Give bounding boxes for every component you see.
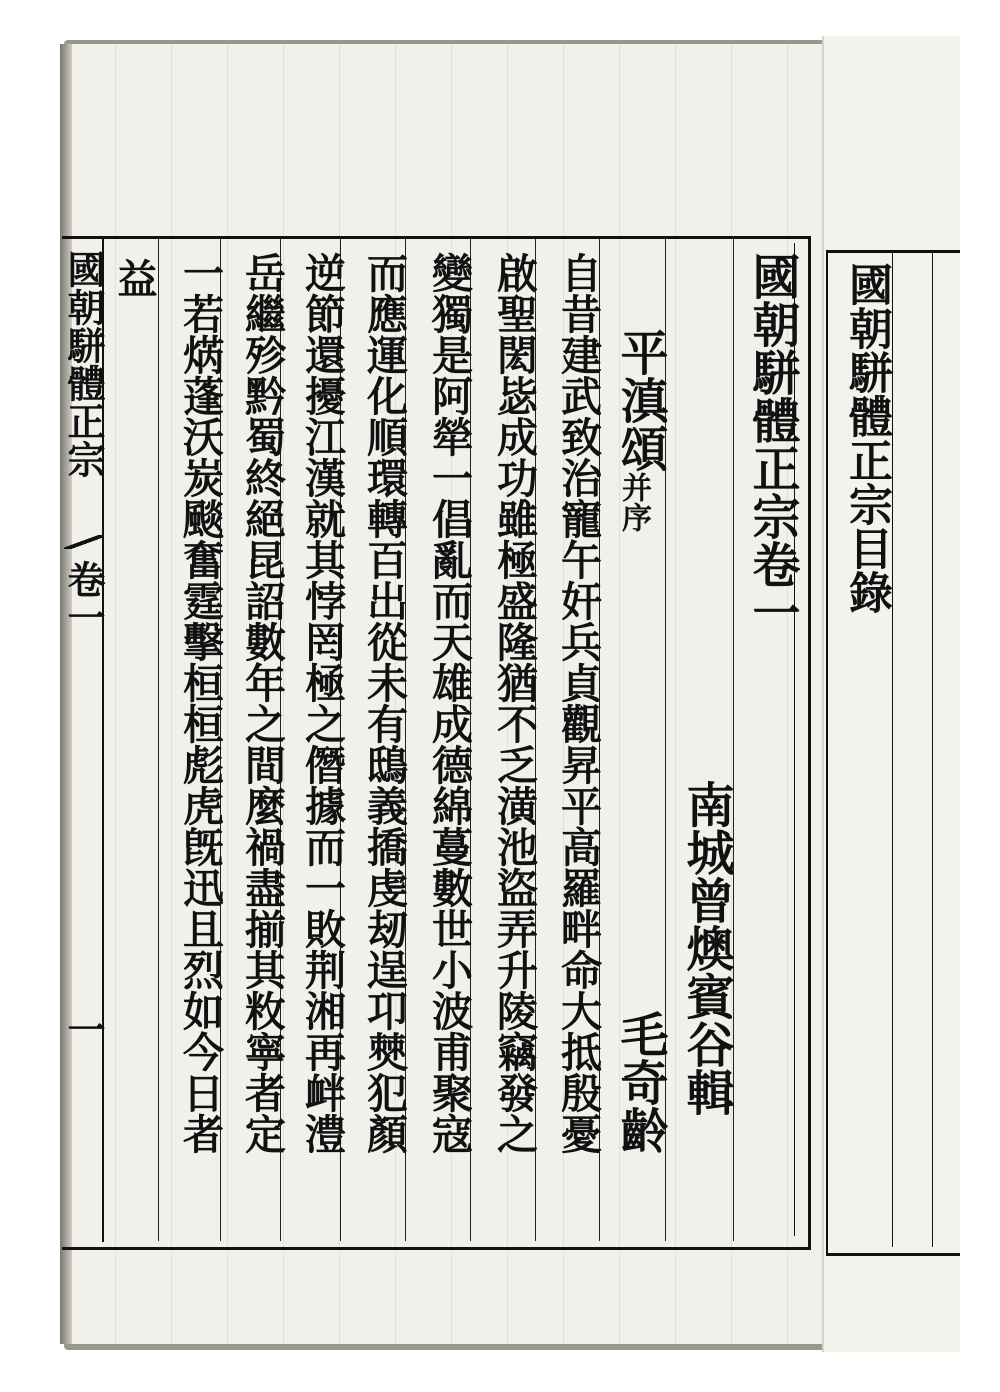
piece-title: 平滇頌 xyxy=(612,328,668,472)
text-column-3: 變獨是阿犖一倡亂而天雄成德綿蔓數世小波甫聚寇 xyxy=(425,252,473,1154)
fish-tail-mark xyxy=(64,535,102,549)
piece-note: 并序 xyxy=(616,472,651,532)
author-name: 毛奇齡 xyxy=(612,1010,668,1154)
text-column-4: 而應運化順環轉百出從未有鴟義撟虔刼逞卭僰犯顏 xyxy=(360,252,408,1154)
text-column-6: 岳繼殄黔蜀終絕昆詔數年之間麼禍盡揃其敉寧者定 xyxy=(238,252,286,1154)
text-column-2: 啟聖閎毖成功雖極盛隆猶不乏潢池盜弄升陵竊發之 xyxy=(490,252,538,1154)
banxin-page-number: 一 xyxy=(61,1010,106,1048)
text-column-1: 自昔建武致治寵午奸兵貞觀昇平高羅畔命大抵殷憂 xyxy=(554,252,602,1154)
right-frame-rule xyxy=(892,253,893,1247)
text-column-7: 一若焫蓬沃炭颷奮霆擊桓桓彪虎旣迅且烈如今日者 xyxy=(176,252,224,1154)
volume-title: 國朝駢體正宗卷一 xyxy=(744,252,800,636)
right-frame-rule xyxy=(932,253,933,1247)
banxin-title: 國朝駢體正宗 xyxy=(61,250,106,478)
banxin-juan: 卷一 xyxy=(61,560,106,636)
compiler-line: 南城曾燠賓谷輯 xyxy=(678,780,734,1116)
text-column-5: 逆節還擾江漢就其悖罔極之僭據而一敗荆湘再衅澧 xyxy=(298,252,346,1154)
contents-title: 國朝駢體正宗目錄 xyxy=(841,262,892,614)
text-column-8: 益 xyxy=(111,258,158,298)
column-divider xyxy=(158,239,159,1241)
